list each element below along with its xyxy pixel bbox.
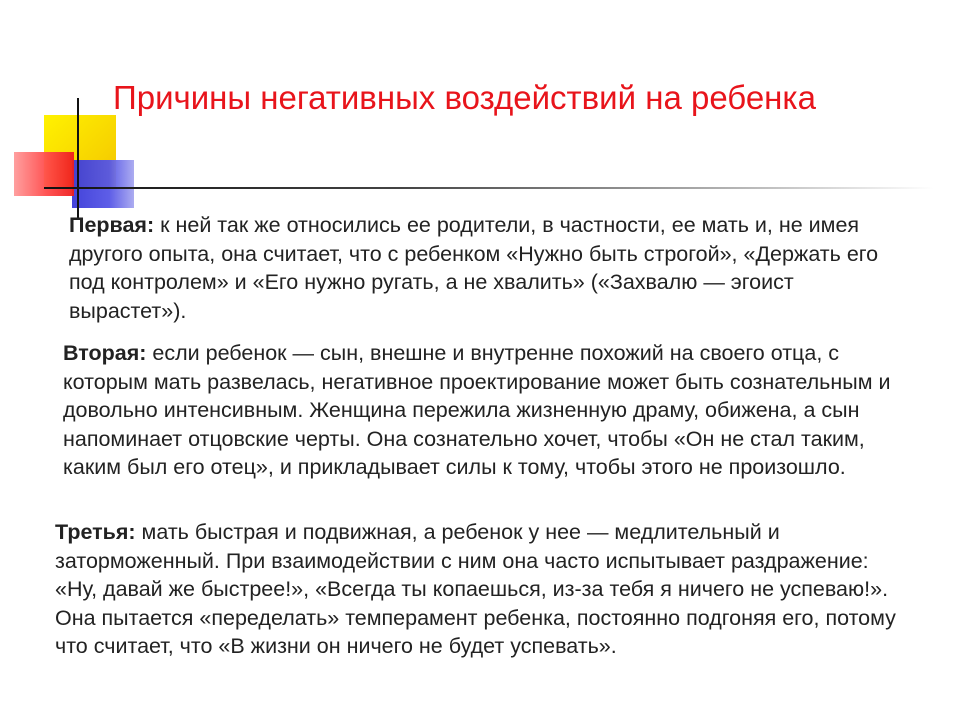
paragraph-third-text: мать быстрая и подвижная, а ребенок у нее — медлительный и заторможенный. При взаимодействии с ним она часто испытывает раздражение: «Ну, давай же быстрее!», «Всегда ты копаешься, из-за тебя я ничего не успеваю!». Она пытается «переделать» темперамент ребенка, постоянно подгоняя его, потому что считает, что «В жизни он ничего не будет успевать». [55, 520, 896, 658]
paragraph-second-lead: Вторая: [63, 341, 147, 365]
slide-title: Причины негативных воздействий на ребенка [113, 79, 816, 116]
paragraph-first-text: к ней так же относились ее родители, в частности, ее мать и, не имея другого опыта, она считает, что с ребенком «Нужно быть строгой», «Держать его под контролем» и «Его нужно ругать, а не хвалить» («Захвалю — эгоист вырастет»). [69, 213, 879, 323]
paragraph-second-text: если ребенок — сын, внешне и внутренне похожий на своего отца, с которым мать развелась, негативное проектирование может быть сознательным и довольно интенсивным. Женщина пережила жизненную драму, обижена, а сын напоминает отцовские черты. Она сознательно хочет, чтобы «Он не стал таким, каким был его отец», и прикладывает силы к тому, чтобы этого не произошло. [63, 341, 891, 479]
blue-square-decoration [72, 160, 134, 208]
paragraph-first [69, 211, 899, 325]
paragraph-first-lead: Первая: [69, 213, 155, 237]
vertical-rule-decoration [77, 98, 79, 218]
paragraph-third [55, 518, 905, 661]
paragraph-second [63, 339, 893, 482]
horizontal-rule-decoration [44, 187, 934, 189]
paragraph-third-lead: Третья: [55, 520, 136, 544]
red-square-decoration [14, 152, 74, 196]
